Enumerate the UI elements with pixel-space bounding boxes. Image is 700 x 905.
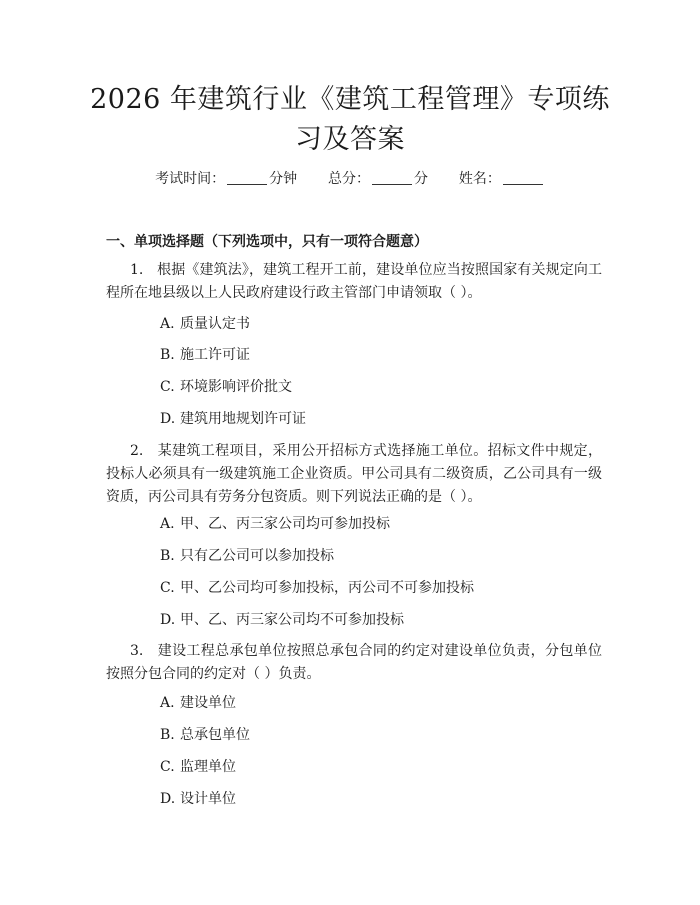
section-heading: 一、单项选择题（下列选项中，只有一项符合题意） — [106, 234, 428, 250]
option-3b: B. 总承包单位 — [160, 727, 250, 743]
question-2 — [106, 440, 602, 509]
time-unit: 分钟 — [269, 171, 298, 187]
page-title: 2026 年建筑行业《建筑工程管理》专项练习及答案 — [90, 84, 610, 155]
question-text: 某建筑工程项目，采用公开招标方式选择施工单位。招标文件中规定，投标人必须具有一级建筑施工企业资质。甲公司具有二级资质，乙公司具有一级资质，丙公司具有劳务分包资质。则下列说法正确的是（ ）。 — [106, 443, 603, 505]
option-3d: D. 设计单位 — [160, 791, 236, 807]
option-2d: D. 甲、乙、丙三家公司均不可参加投标 — [160, 612, 404, 628]
question-3 — [106, 640, 602, 686]
option-1d: D. 建筑用地规划许可证 — [160, 411, 306, 427]
score-unit: 分 — [414, 171, 428, 187]
option-1c: C. 环境影响评价批文 — [160, 379, 292, 395]
score-label: 总分： — [328, 171, 370, 187]
question-text: 建设工程总承包单位按照总承包合同的约定对建设单位负责，分包单位按照分包合同的约定对（ ）负责。 — [106, 643, 603, 682]
question-text: 根据《建筑法》，建筑工程开工前，建设单位应当按照国家有关规定向工程所在地县级以上人民政府建设行政主管部门申请领取（ ）。 — [106, 262, 602, 301]
option-2a: A. 甲、乙、丙三家公司均可参加投标 — [160, 516, 390, 532]
option-2c: C. 甲、乙公司均可参加投标，丙公司不可参加投标 — [160, 580, 474, 596]
question-number: 2. — [130, 443, 144, 459]
time-label: 考试时间： — [155, 171, 226, 187]
option-3c: C. 监理单位 — [160, 759, 236, 775]
option-3a: A. 建设单位 — [160, 695, 236, 711]
name-blank — [503, 170, 543, 185]
option-1a: A. 质量认定书 — [160, 316, 250, 332]
name-label: 姓名： — [458, 171, 501, 187]
score-blank — [372, 170, 412, 185]
question-number: 1. — [130, 262, 144, 278]
question-1 — [106, 259, 602, 305]
option-1b: B. 施工许可证 — [160, 347, 250, 363]
time-blank — [227, 170, 267, 185]
question-number: 3. — [130, 643, 144, 659]
exam-meta — [0, 168, 700, 188]
option-2b: B. 只有乙公司可以参加投标 — [160, 548, 334, 564]
